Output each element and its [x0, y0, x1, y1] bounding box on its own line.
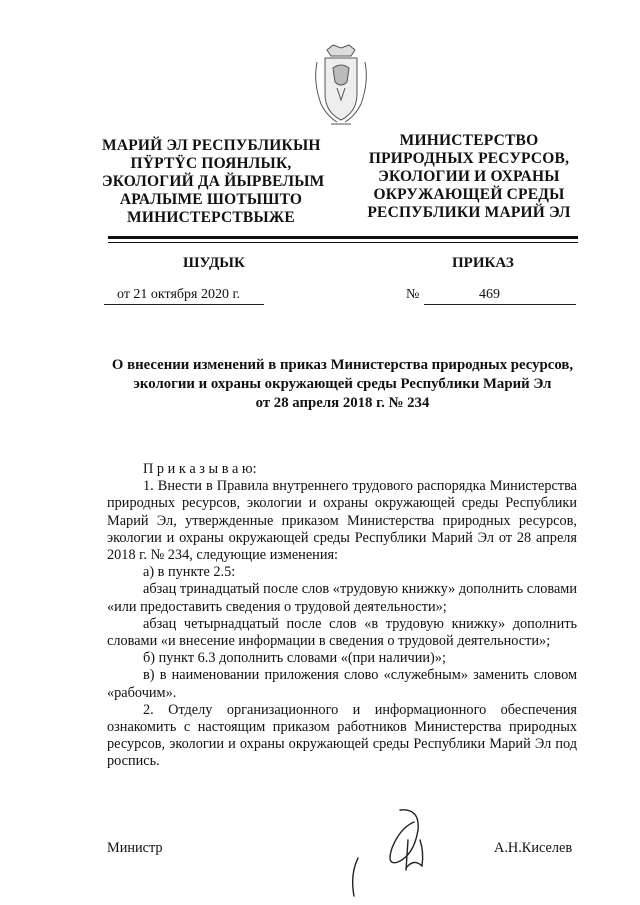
paragraph-1c: в) в наименовании приложения слово «служебным» заменить словом «рабочим». [107, 667, 577, 701]
order-word: П р и к а з ы в а ю: [143, 461, 257, 477]
title-line: О внесении изменений в приказ Министерства природных ресурсов, [111, 357, 574, 373]
document-number: 469 [479, 287, 500, 302]
doc-type-right: ПРИКАЗ [452, 255, 514, 271]
header-right-line: МИНИСТЕРСТВО [399, 132, 539, 149]
doc-type-left: ШУДЫК [183, 255, 245, 271]
document-body [107, 461, 577, 771]
paragraph-1a-1: абзац тринадцатый после слов «трудовую книжку» дополнить словами «или предоставить сведения о трудовой деятельности»; [107, 581, 577, 615]
signature-position: Министр [107, 840, 163, 856]
signature-name: А.Н.Киселев [494, 840, 573, 856]
document-date: от 21 октября 2020 г. [117, 287, 241, 302]
paragraph-1b: б) пункт 6.3 дополнить словами «(при наличии)»; [143, 650, 446, 667]
header-right-line: ЭКОЛОГИИ И ОХРАНЫ [378, 168, 560, 185]
title-line: экологии и охраны окружающей среды Республики Марий Эл [133, 376, 552, 392]
header-left-line: МИНИСТЕРСТВЫЖЕ [127, 209, 295, 226]
header-left-line: МАРИЙ ЭЛ РЕСПУБЛИКЫН [102, 137, 321, 154]
number-underline [424, 288, 576, 305]
header-right-line: РЕСПУБЛИКИ МАРИЙ ЭЛ [367, 204, 571, 221]
header-left-line: АРАЛЫМЕ ШОТЫШТО [119, 191, 303, 208]
paragraph-2: 2. Отделу организационного и информационного обеспечения ознакомить с настоящим приказом работников Министерства природных ресурсов, экологии и охраны окружающей среды Республики Марий Эл под роспись. [107, 701, 577, 770]
header-rule-thick [108, 236, 578, 239]
title-line: от 28 апреля 2018 г. № 234 [255, 395, 430, 411]
number-label: № [406, 287, 420, 302]
header-right-line: ОКРУЖАЮЩЕЙ СРЕДЫ [373, 186, 565, 203]
document-title [100, 356, 585, 413]
header-left-line: ЭКОЛОГИЙ ДА ЙЫРВЕЛЫМ [102, 173, 325, 190]
header-left-line: ПŸРТŸС ПОЯНЛЫК, [130, 155, 292, 172]
header-left [102, 137, 325, 227]
paragraph-1a-2: абзац четырнадцатый после слов «в трудовую книжку» дополнить словами «и внесение информации в сведения о трудовой деятельности»; [107, 615, 577, 650]
paragraph-1: 1. Внести в Правила внутреннего трудового распорядка Министерства природных ресурсов, экологии и охраны окружающей среды Республики Марий Эл, утвержденные приказом Министерства природных ресурсов, экологии и охраны окружающей среды Республики Марий Эл от 28 апреля 2018 г. № 234, следующие изменения: [107, 478, 577, 564]
paragraph-1a: а) в пункте 2.5: [143, 564, 236, 581]
coat-of-arms-emblem [307, 42, 375, 128]
header-right-line: ПРИРОДНЫХ РЕСУРСОВ, [368, 150, 570, 167]
handwritten-signature [340, 800, 450, 900]
header-rule-thin [108, 242, 578, 243]
header-right [356, 132, 582, 222]
